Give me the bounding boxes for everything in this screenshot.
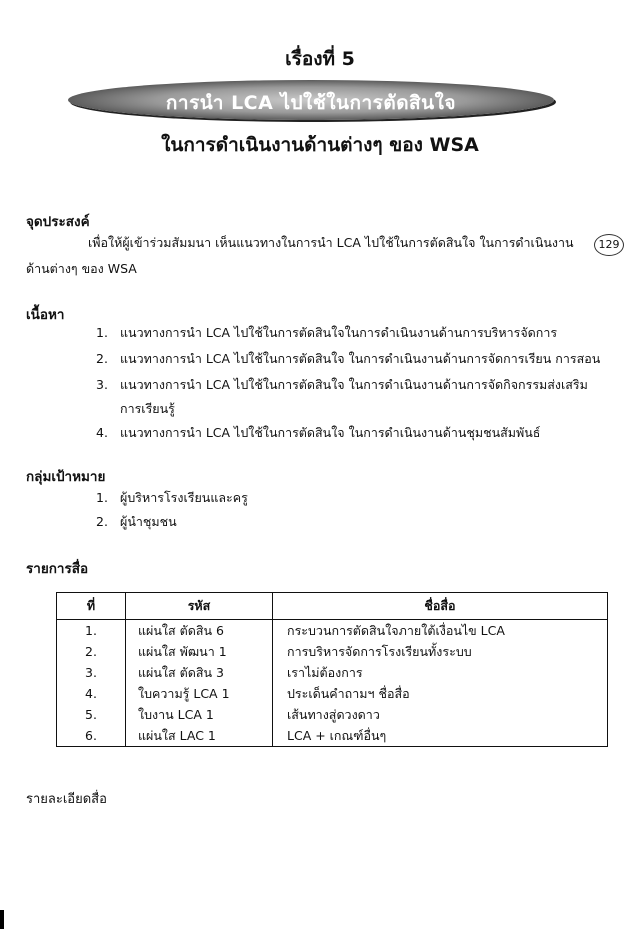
cell-no: 3. bbox=[57, 662, 126, 683]
cell-code: ใบความรู้ LCA 1 bbox=[126, 683, 273, 704]
content-item-num: 4. bbox=[96, 425, 108, 440]
page-number: 129 bbox=[594, 234, 624, 256]
cell-code: ใบงาน LCA 1 bbox=[126, 704, 273, 725]
column-header-code: รหัส bbox=[126, 593, 273, 620]
column-header-name: ชื่อสื่อ bbox=[273, 593, 608, 620]
content-heading: เนื้อหา bbox=[26, 307, 65, 323]
objective-line-1: เพื่อให้ผู้เข้าร่วมสัมมนา เห็นแนวทางในการนำ LCA ไปใช้ในการตัดสินใจ ในการดำเนินงาน bbox=[88, 235, 574, 250]
cell-no: 5. bbox=[57, 704, 126, 725]
cell-name: LCA + เกณฑ์อื่นๆ bbox=[273, 725, 608, 747]
media-table bbox=[56, 592, 608, 747]
cell-name: กระบวนการตัดสินใจภายใต้เงื่อนไข LCA bbox=[273, 620, 608, 642]
table-row bbox=[57, 683, 608, 704]
subtitle: ในการดำเนินงานด้านต่างๆ ของ WSA bbox=[161, 134, 479, 156]
cell-no: 4. bbox=[57, 683, 126, 704]
table-row bbox=[57, 641, 608, 662]
content-item-num: 3. bbox=[96, 377, 108, 392]
media-table-header bbox=[57, 593, 608, 620]
content-item-text: แนวทางการนำ LCA ไปใช้ในการตัดสินใจ ในการดำเนินงานด้านชุมชนสัมพันธ์ bbox=[120, 425, 541, 440]
table-row bbox=[57, 725, 608, 747]
cell-name: เราไม่ต้องการ bbox=[273, 662, 608, 683]
cell-no: 6. bbox=[57, 725, 126, 747]
cell-code: แผ่นใส ตัดสิน 3 bbox=[126, 662, 273, 683]
cell-name: เส้นทางสู่ดวงดาว bbox=[273, 704, 608, 725]
target-item-text: ผู้นำชุมชน bbox=[120, 514, 177, 529]
content-item-text-continued: การเรียนรู้ bbox=[120, 401, 175, 416]
scan-edge-mark bbox=[0, 910, 4, 929]
details-heading: รายละเอียดสื่อ bbox=[26, 792, 107, 807]
objective-line-2: ด้านต่างๆ ของ WSA bbox=[26, 261, 137, 276]
content-item-text: แนวทางการนำ LCA ไปใช้ในการตัดสินใจ ในการดำเนินงานด้านการจัดกิจกรรมส่งเสริม bbox=[120, 377, 588, 392]
content-item-num: 2. bbox=[96, 351, 108, 366]
cell-code: แผ่นใส พัฒนา 1 bbox=[126, 641, 273, 662]
objective-heading: จุดประสงค์ bbox=[26, 214, 90, 230]
cell-code: แผ่นใส LAC 1 bbox=[126, 725, 273, 747]
content-item-text: แนวทางการนำ LCA ไปใช้ในการตัดสินใจในการดำเนินงานด้านการบริหารจัดการ bbox=[120, 325, 558, 340]
column-header-no: ที่ bbox=[57, 593, 126, 620]
table-row bbox=[57, 662, 608, 683]
content-item-num: 1. bbox=[96, 325, 108, 340]
media-heading: รายการสื่อ bbox=[26, 561, 89, 577]
table-row bbox=[57, 620, 608, 642]
target-item-num: 2. bbox=[96, 514, 108, 529]
lesson-title: เรื่องที่ 5 bbox=[285, 48, 355, 70]
cell-code: แผ่นใส ตัดสิน 6 bbox=[126, 620, 273, 642]
cell-name: ประเด็นคำถามฯ ชื่อสื่อ bbox=[273, 683, 608, 704]
target-item-text: ผู้บริหารโรงเรียนและครู bbox=[120, 490, 248, 505]
banner-title: การนำ LCA ไปใช้ในการตัดสินใจ bbox=[165, 92, 457, 114]
content-item-text: แนวทางการนำ LCA ไปใช้ในการตัดสินใจ ในการดำเนินงานด้านการจัดการเรียน การสอน bbox=[120, 351, 601, 366]
target-item-num: 1. bbox=[96, 490, 108, 505]
cell-no: 1. bbox=[57, 620, 126, 642]
cell-name: การบริหารจัดการโรงเรียนทั้งระบบ bbox=[273, 641, 608, 662]
cell-no: 2. bbox=[57, 641, 126, 662]
table-row bbox=[57, 704, 608, 725]
target-heading: กลุ่มเป้าหมาย bbox=[26, 469, 106, 485]
